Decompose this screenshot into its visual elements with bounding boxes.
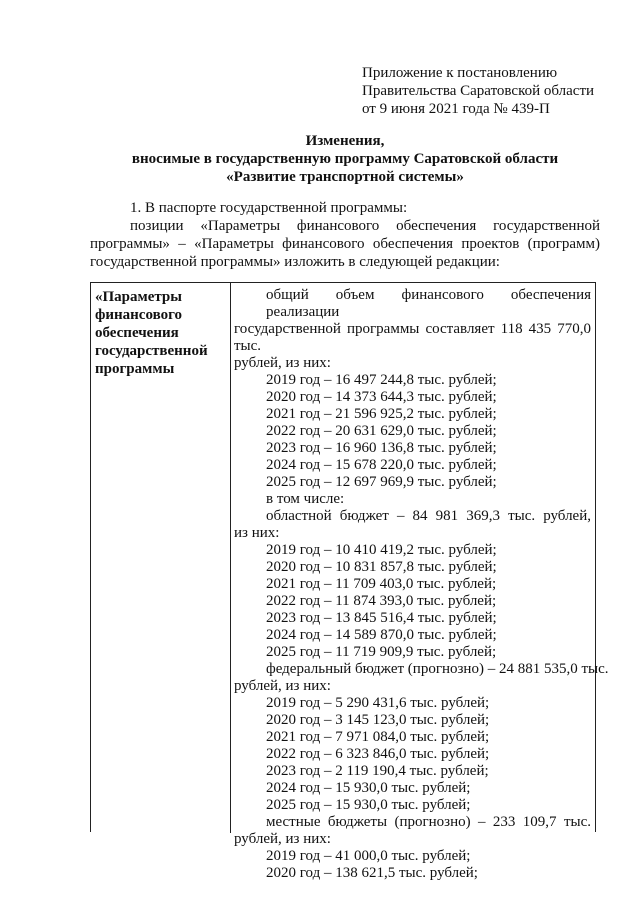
local-year-row: 2020 год – 138 621,5 тыс. рублей; <box>266 865 478 881</box>
intro-line: государственной программы» изложить в следующей редакции: <box>90 254 500 270</box>
federal-year-row: 2020 год – 3 145 123,0 тыс. рублей; <box>266 712 490 728</box>
federal-year-row: 2023 год – 2 119 190,4 тыс. рублей; <box>266 763 489 779</box>
federal-year-row: 2021 год – 7 971 084,0 тыс. рублей; <box>266 729 490 745</box>
column-divider <box>230 283 231 833</box>
total-year-row: 2021 год – 21 596 925,2 тыс. рублей; <box>266 406 497 422</box>
table-label-cell <box>95 288 225 378</box>
total-line: государственной программы составляет 118 435 770,0 тыс. <box>234 321 591 354</box>
total-year-row: 2020 год – 14 373 644,3 тыс. рублей; <box>266 389 497 405</box>
intro-item: 1. В паспорте государственной программы: <box>130 200 408 216</box>
intro-line: программы» – «Параметры финансового обеспечения проектов (программ) <box>90 236 600 252</box>
title-line: «Развитие транспортной системы» <box>226 169 464 185</box>
regional-year-row: 2024 год – 14 589 870,0 тыс. рублей; <box>266 627 497 643</box>
total-year-row: 2022 год – 20 631 629,0 тыс. рублей; <box>266 423 497 439</box>
total-year-row: 2019 год – 16 497 244,8 тыс. рублей; <box>266 372 497 388</box>
local-budget-line: местные бюджеты (прогнозно) – 233 109,7 тыс. <box>266 814 591 830</box>
title-line: вносимые в государственную программу Саратовской области <box>131 151 559 167</box>
title-line: Изменения, <box>305 133 385 149</box>
total-year-row: 2025 год – 12 697 969,9 тыс. рублей; <box>266 474 497 490</box>
total-year-row: 2024 год – 15 678 220,0 тыс. рублей; <box>266 457 497 473</box>
appendix-header <box>362 64 622 118</box>
financing-table <box>90 282 609 881</box>
federal-year-row: 2025 год – 15 930,0 тыс. рублей; <box>266 797 471 813</box>
federal-year-row: 2022 год – 6 323 846,0 тыс. рублей; <box>266 746 490 762</box>
table-value-cell <box>234 287 609 882</box>
label-line: «Параметры <box>95 289 182 305</box>
total-line: рублей, из них: <box>234 355 331 371</box>
local-year-row: 2019 год – 41 000,0 тыс. рублей; <box>266 848 471 864</box>
total-line: общий объем финансового обеспечения реализации <box>266 287 591 320</box>
label-line: финансового <box>95 307 183 323</box>
document-title <box>60 132 630 186</box>
local-budget-line: рублей, из них: <box>234 831 331 847</box>
regional-year-row: 2021 год – 11 709 403,0 тыс. рублей; <box>266 576 497 592</box>
regional-year-row: 2023 год – 13 845 516,4 тыс. рублей; <box>266 610 497 626</box>
intro-line: позиции «Параметры финансового обеспечения государственной <box>130 218 600 234</box>
intro-paragraph <box>90 199 600 271</box>
regional-year-row: 2022 год – 11 874 393,0 тыс. рублей; <box>266 593 497 609</box>
appendix-line: от 9 июня 2021 года № 439-П <box>362 101 550 117</box>
regional-year-row: 2019 год – 10 410 419,2 тыс. рублей; <box>266 542 497 558</box>
federal-budget-line: рублей, из них: <box>234 678 331 694</box>
regional-year-row: 2025 год – 11 719 909,9 тыс. рублей; <box>266 644 497 660</box>
total-year-row: 2023 год – 16 960 136,8 тыс. рублей; <box>266 440 497 456</box>
label-line: программы <box>95 361 175 377</box>
regional-year-row: 2020 год – 10 831 857,8 тыс. рублей; <box>266 559 497 575</box>
label-line: обеспечения <box>95 325 179 341</box>
federal-year-row: 2019 год – 5 290 431,6 тыс. рублей; <box>266 695 490 711</box>
regional-budget-line: из них: <box>234 525 280 541</box>
label-line: государственной <box>95 343 208 359</box>
appendix-line: Приложение к постановлению <box>362 65 558 81</box>
regional-budget-line: областной бюджет – 84 981 369,3 тыс. рублей, <box>266 508 591 524</box>
federal-year-row: 2024 год – 15 930,0 тыс. рублей; <box>266 780 471 796</box>
including-line: в том числе: <box>266 491 345 507</box>
federal-budget-line: федеральный бюджет (прогнозно) – 24 881 535,0 тыс. <box>266 661 609 677</box>
appendix-line: Правительства Саратовской области <box>362 83 595 99</box>
